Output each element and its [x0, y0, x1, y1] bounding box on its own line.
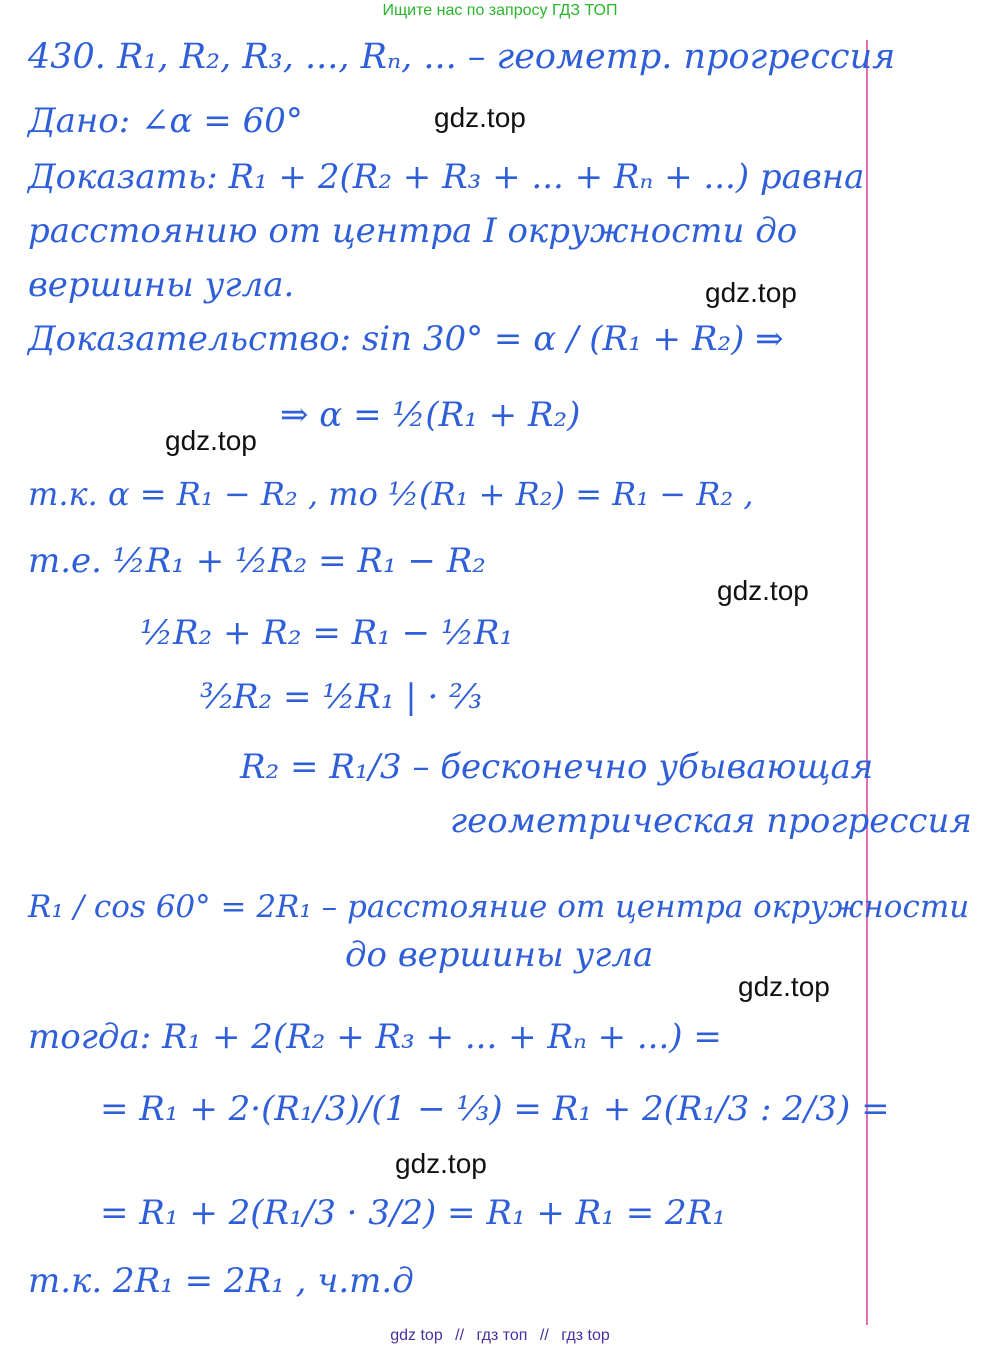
alpha-expression-line: ⇒ α = ½(R₁ + R₂) — [280, 395, 581, 435]
footer-link-gdz-top-ru[interactable]: гдз топ — [476, 1327, 528, 1344]
equation-step-2: ³⁄₂R₂ = ½R₁ | · ⅔ — [200, 677, 483, 717]
sum-result-line: = R₁ + 2(R₁/3 · 3/2) = R₁ + R₁ = 2R₁ — [100, 1193, 726, 1233]
watermark: gdz.top — [165, 425, 257, 456]
prove-line-end: вершины угла. — [28, 265, 295, 305]
prove-line-continued: расстоянию от центра I окружности до — [28, 211, 798, 251]
equation-step-1: ½R₂ + R₂ = R₁ − ½R₁ — [140, 613, 514, 653]
watermark: gdz.top — [738, 971, 830, 1002]
distance-line: R₁ / cos 60° = 2R₁ – расстояние от центра окружности — [28, 889, 970, 925]
prove-line: Доказать: R₁ + 2(R₂ + R₃ + ... + Rₙ + ...) равна — [28, 157, 865, 197]
since-line: т.к. α = R₁ − R₂ , то ½(R₁ + R₂) = R₁ − R₂ , — [28, 475, 754, 513]
watermark: gdz.top — [705, 277, 797, 308]
conclusion-line: т.к. 2R₁ = 2R₁ , ч.т.д — [28, 1261, 414, 1301]
sum-substitution-line: = R₁ + 2·(R₁/3)/(1 − ⅓) = R₁ + 2(R₁/3 : 2/3) = — [100, 1089, 890, 1129]
then-line: тогда: R₁ + 2(R₂ + R₃ + ... + Rₙ + ...) = — [28, 1017, 722, 1057]
footer-link-gdz-top-mixed[interactable]: гдз top — [561, 1327, 610, 1344]
notebook-margin-line — [866, 40, 868, 1325]
top-search-link[interactable]: Ищите нас по запросу ГДЗ ТОП — [382, 2, 618, 19]
progression-type-line: геометрическая прогрессия — [450, 801, 972, 841]
footer-links — [0, 1327, 1000, 1345]
that-is-line: т.е. ½R₁ + ½R₂ = R₁ − R₂ — [28, 541, 486, 581]
given-line: Дано: ∠α = 60° — [28, 101, 303, 141]
watermark: gdz.top — [395, 1148, 487, 1179]
watermark: gdz.top — [434, 102, 526, 133]
watermark: gdz.top — [717, 575, 809, 606]
proof-start-line: Доказательство: sin 30° = α / (R₁ + R₂) ⇒ — [28, 319, 784, 359]
footer-separator: // — [539, 1327, 549, 1344]
footer-separator: // — [455, 1327, 465, 1344]
distance-line-continued: до вершины угла — [345, 935, 654, 975]
problem-statement-line: 430. R₁, R₂, R₃, ..., Rₙ, ... – геометр. прогрессия — [28, 37, 896, 77]
footer-link-gdz-top[interactable]: gdz top — [390, 1327, 443, 1344]
ratio-line: R₂ = R₁/3 – бесконечно убывающая — [240, 747, 874, 787]
